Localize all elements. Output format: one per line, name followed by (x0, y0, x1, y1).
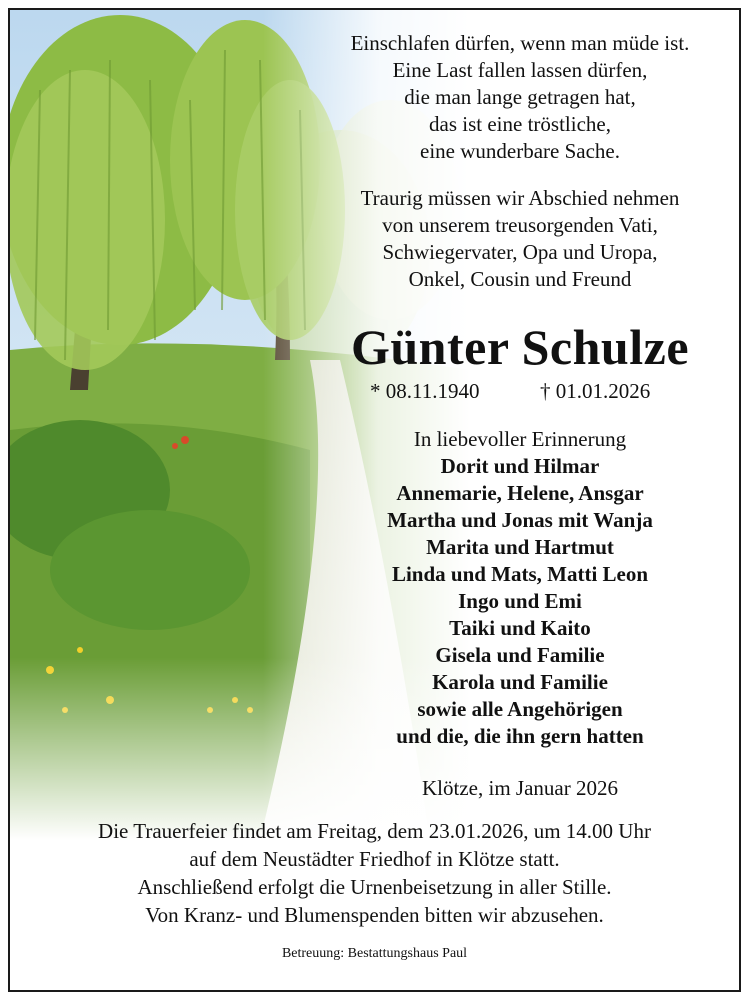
mourner-line: Annemarie, Helene, Ansgar (396, 481, 644, 505)
mourner-line: Taiki und Kaito (449, 616, 591, 640)
poem (300, 30, 740, 165)
mourner-line: sowie alle Angehörigen (417, 697, 623, 721)
poem-line: die man lange getragen hat, (404, 85, 636, 109)
service-line: auf dem Neustädter Friedhof in Klötze statt. (189, 847, 560, 871)
place-and-date (300, 775, 740, 802)
mourner-line: Ingo und Emi (458, 589, 582, 613)
intro-line: Schwiegervater, Opa und Uropa, (382, 240, 658, 264)
place-date-line: Klötze, im Januar 2026 (422, 776, 618, 800)
birth-date: * 08.11.1940 (370, 379, 480, 403)
farewell-intro (300, 185, 740, 293)
obituary-notice (8, 8, 741, 992)
death-date: † 01.01.2026 (540, 379, 651, 403)
mourner-line: und die, die ihn gern hatten (396, 724, 644, 748)
mourner-line: Gisela und Familie (435, 643, 605, 667)
poem-line: eine wunderbare Sache. (420, 139, 620, 163)
intro-line: Onkel, Cousin und Freund (408, 267, 632, 291)
service-line: Anschließend erfolgt die Urnenbeisetzung in aller Stille. (137, 875, 612, 899)
mourner-line: Linda und Mats, Matti Leon (391, 562, 649, 586)
deceased-name: Günter Schulze (350, 319, 690, 375)
memory-line: In liebevoller Erinnerung (413, 427, 627, 451)
service-line: Die Trauerfeier findet am Freitag, dem 23.01.2026, um 14.00 Uhr (98, 819, 651, 843)
memory-heading (300, 426, 740, 453)
mourners-list (300, 453, 740, 750)
intro-line: von unserem treusorgenden Vati, (382, 213, 658, 237)
mourner-line: Marita und Hartmut (426, 535, 614, 559)
poem-line: das ist eine tröstliche, (429, 112, 611, 136)
mourner-line: Karola und Familie (432, 670, 608, 694)
mourner-line: Dorit und Hilmar (440, 454, 600, 478)
service-line: Von Kranz- und Blumenspenden bitten wir abzusehen. (145, 903, 604, 927)
poem-line: Eine Last fallen lassen dürfen, (392, 58, 648, 82)
intro-line: Traurig müssen wir Abschied nehmen (360, 186, 680, 210)
poem-line: Einschlafen dürfen, wenn man müde ist. (350, 31, 690, 55)
funeral-home-credit: Betreuung: Bestattungshaus Paul (281, 946, 468, 961)
mourner-line: Martha und Jonas mit Wanja (387, 508, 653, 532)
funeral-service-info (10, 817, 739, 929)
